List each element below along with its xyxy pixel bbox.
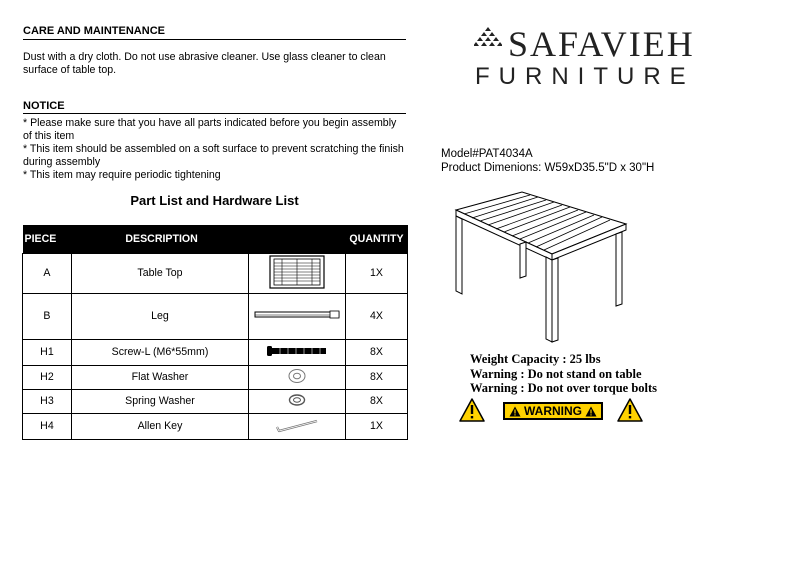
spring-washer-icon bbox=[288, 393, 306, 407]
col-description: DESCRIPTION bbox=[71, 225, 345, 253]
description-cell: Leg bbox=[71, 293, 248, 339]
piece-cell: H1 bbox=[23, 339, 72, 365]
flat-washer-icon bbox=[288, 368, 306, 384]
warning-line: Warning : Do not stand on table bbox=[470, 366, 642, 381]
warning-triangle-icon bbox=[509, 406, 521, 417]
piece-cell: H3 bbox=[23, 389, 72, 413]
table-row bbox=[23, 293, 408, 339]
product-info bbox=[441, 147, 654, 175]
notice-title: NOTICE bbox=[23, 100, 65, 112]
quantity-cell: 1X bbox=[346, 413, 408, 439]
description-cell: Flat Washer bbox=[71, 365, 248, 389]
parts-header-row bbox=[23, 225, 408, 253]
warning-badge bbox=[503, 402, 603, 420]
brand-name: SAFAVIEH bbox=[508, 24, 695, 64]
image-cell bbox=[249, 365, 346, 389]
quantity-cell: 8X bbox=[346, 389, 408, 413]
warning-triangle-icon bbox=[617, 398, 643, 422]
description-cell: Screw-L (M6*55mm) bbox=[71, 339, 248, 365]
brand-subtitle: FURNITURE bbox=[475, 63, 695, 90]
description-cell: Table Top bbox=[71, 253, 248, 293]
parts-table bbox=[22, 225, 408, 440]
image-cell bbox=[249, 413, 346, 439]
care-text bbox=[23, 51, 408, 77]
leg-icon bbox=[254, 309, 340, 321]
notice-line: during assembly bbox=[23, 156, 101, 168]
warning-triangle-icon bbox=[459, 398, 485, 422]
image-cell bbox=[249, 389, 346, 413]
notice-line: * This item may require periodic tightening bbox=[23, 169, 221, 181]
quantity-cell: 8X bbox=[346, 365, 408, 389]
notice-line: of this item bbox=[23, 130, 75, 142]
table-row bbox=[23, 253, 408, 293]
care-text-line: Dust with a dry cloth. Do not use abrasive cleaner. Use glass cleaner to clean bbox=[23, 51, 386, 63]
col-piece: PIECE bbox=[23, 225, 72, 253]
description-cell: Spring Washer bbox=[71, 389, 248, 413]
quantity-cell: 1X bbox=[346, 253, 408, 293]
care-text-line: surface of table top. bbox=[23, 64, 117, 76]
table-row bbox=[23, 365, 408, 389]
warning-label: WARNING bbox=[524, 404, 582, 418]
notice-line: * Please make sure that you have all parts indicated before you begin assembly bbox=[23, 117, 397, 129]
table-illustration bbox=[452, 184, 632, 344]
brand-logo-icon bbox=[474, 26, 502, 52]
col-quantity: QUANTITY bbox=[346, 225, 408, 253]
table-row bbox=[23, 413, 408, 439]
quantity-cell: 8X bbox=[346, 339, 408, 365]
quantity-cell: 4X bbox=[346, 293, 408, 339]
warning-line: Warning : Do not over torque bolts bbox=[470, 381, 658, 395]
notice-rule bbox=[23, 113, 406, 114]
image-cell bbox=[249, 339, 346, 365]
table-row bbox=[23, 389, 408, 413]
model-number: Model#PAT4034A bbox=[441, 148, 533, 160]
piece-cell: A bbox=[23, 253, 72, 293]
description-cell: Allen Key bbox=[71, 413, 248, 439]
warning-triangle-icon bbox=[585, 406, 597, 417]
piece-cell: B bbox=[23, 293, 72, 339]
warning-text bbox=[470, 352, 657, 396]
care-title: CARE AND MAINTENANCE bbox=[23, 25, 165, 37]
notice-line: * This item should be assembled on a soft surface to prevent scratching the finish bbox=[23, 143, 404, 155]
piece-cell: H2 bbox=[23, 365, 72, 389]
image-cell bbox=[249, 253, 346, 293]
product-dimensions: Product Dimenions: W59xD35.5"D x 30"H bbox=[441, 162, 655, 174]
piece-cell: H4 bbox=[23, 413, 72, 439]
notice-text bbox=[23, 117, 408, 182]
weight-capacity: Weight Capacity : 25 lbs bbox=[470, 352, 601, 366]
screw-icon bbox=[266, 345, 328, 357]
image-cell bbox=[249, 293, 346, 339]
table-top-icon bbox=[269, 255, 325, 289]
parts-heading: Part List and Hardware List bbox=[130, 193, 299, 208]
table-row bbox=[23, 339, 408, 365]
allen-key-icon bbox=[275, 417, 319, 433]
care-rule bbox=[23, 39, 406, 40]
